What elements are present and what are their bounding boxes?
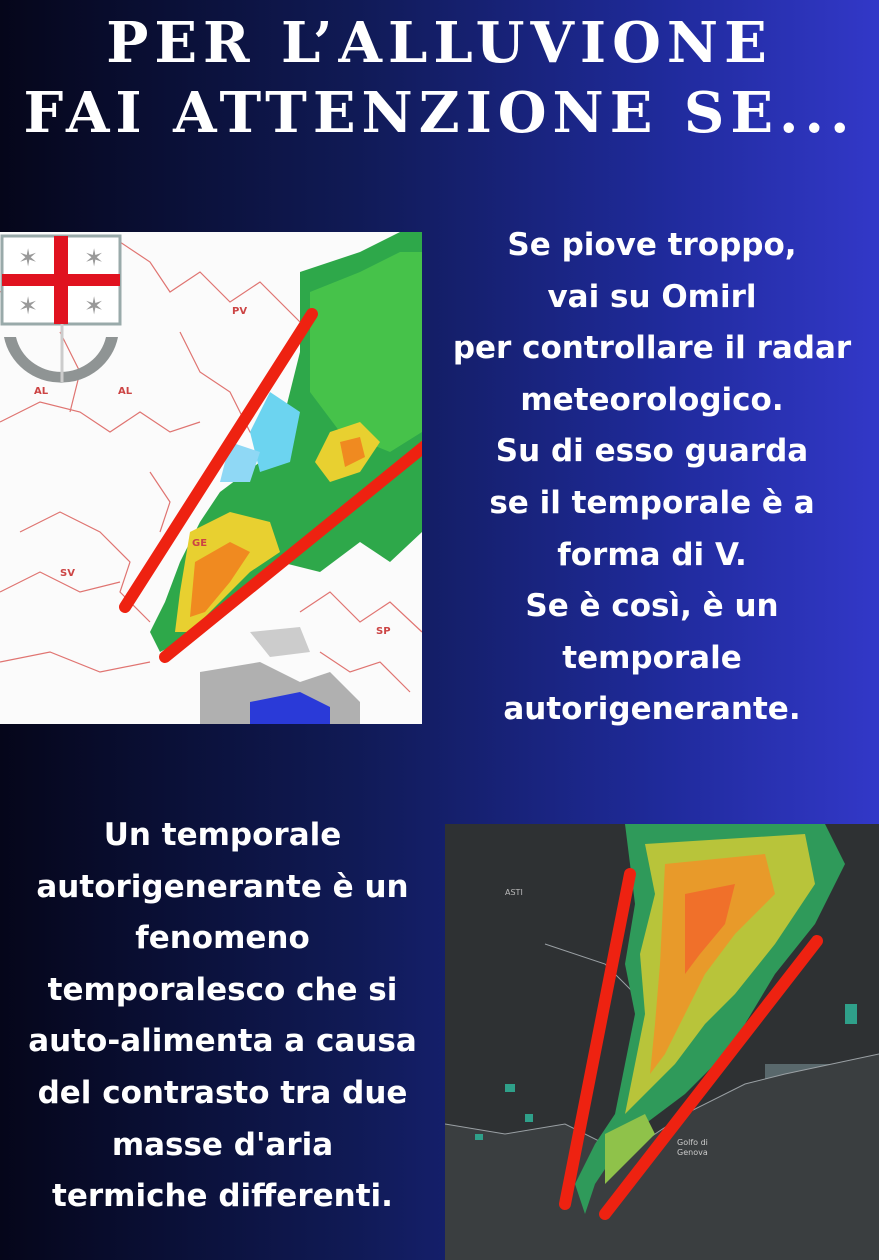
paragraph1-line: per controllare il radar [452, 330, 852, 367]
svg-text:✶: ✶ [18, 244, 39, 272]
radar-instructions-text [425, 220, 879, 736]
poster-title [0, 8, 879, 148]
paragraph1-line: forma di V. [557, 536, 747, 573]
title-line-1: PER L’ALLUVIONE [106, 10, 773, 76]
svg-text:✶: ✶ [84, 244, 105, 272]
paragraph2-line: del contrasto tra due [37, 1074, 408, 1111]
paragraph1-line: meteorologico. [520, 381, 784, 418]
paragraph1-line: Su di esso guarda [495, 433, 809, 470]
paragraph2-line: autorigenerante è un [36, 868, 409, 905]
paragraph2-line: masse d'aria [111, 1126, 334, 1163]
map-label-asti: ASTI [505, 888, 523, 897]
svg-text:✶: ✶ [18, 292, 39, 320]
paragraph1-line: temporale [562, 639, 742, 676]
map-label-sv: SV [60, 568, 75, 579]
paragraph2-line: termiche differenti. [52, 1178, 393, 1215]
title-line-2: FAI ATTENZIONE SE... [23, 80, 856, 146]
paragraph1-line: autorigenerante. [503, 691, 801, 728]
paragraph2-line: auto-alimenta a causa [28, 1023, 417, 1060]
paragraph1-line: vai su Omirl [547, 278, 757, 315]
definition-text [0, 810, 445, 1223]
liguria-emblem-icon [0, 232, 124, 397]
paragraph2-line: fenomeno [135, 920, 310, 957]
map-label-al-1: AL [34, 386, 49, 397]
paragraph1-line: Se piove troppo, [507, 227, 797, 263]
paragraph1-line: Se è così, è un [525, 588, 779, 625]
svg-text:✶: ✶ [84, 292, 105, 320]
paragraph2-line: temporalesco che si [47, 971, 398, 1008]
paragraph1-line: se il temporale è a [489, 484, 815, 521]
paragraph2-line: Un temporale [103, 817, 342, 853]
radar-map-dark [445, 824, 879, 1260]
map-label-golfo: Golfo di Genova [677, 1138, 708, 1157]
map-label-sp: SP [376, 626, 391, 637]
map-label-pv: PV [232, 306, 248, 317]
map-label-al-2: AL [118, 386, 133, 397]
radar-map-liguria [0, 232, 422, 724]
map-label-ge: GE [192, 538, 208, 549]
